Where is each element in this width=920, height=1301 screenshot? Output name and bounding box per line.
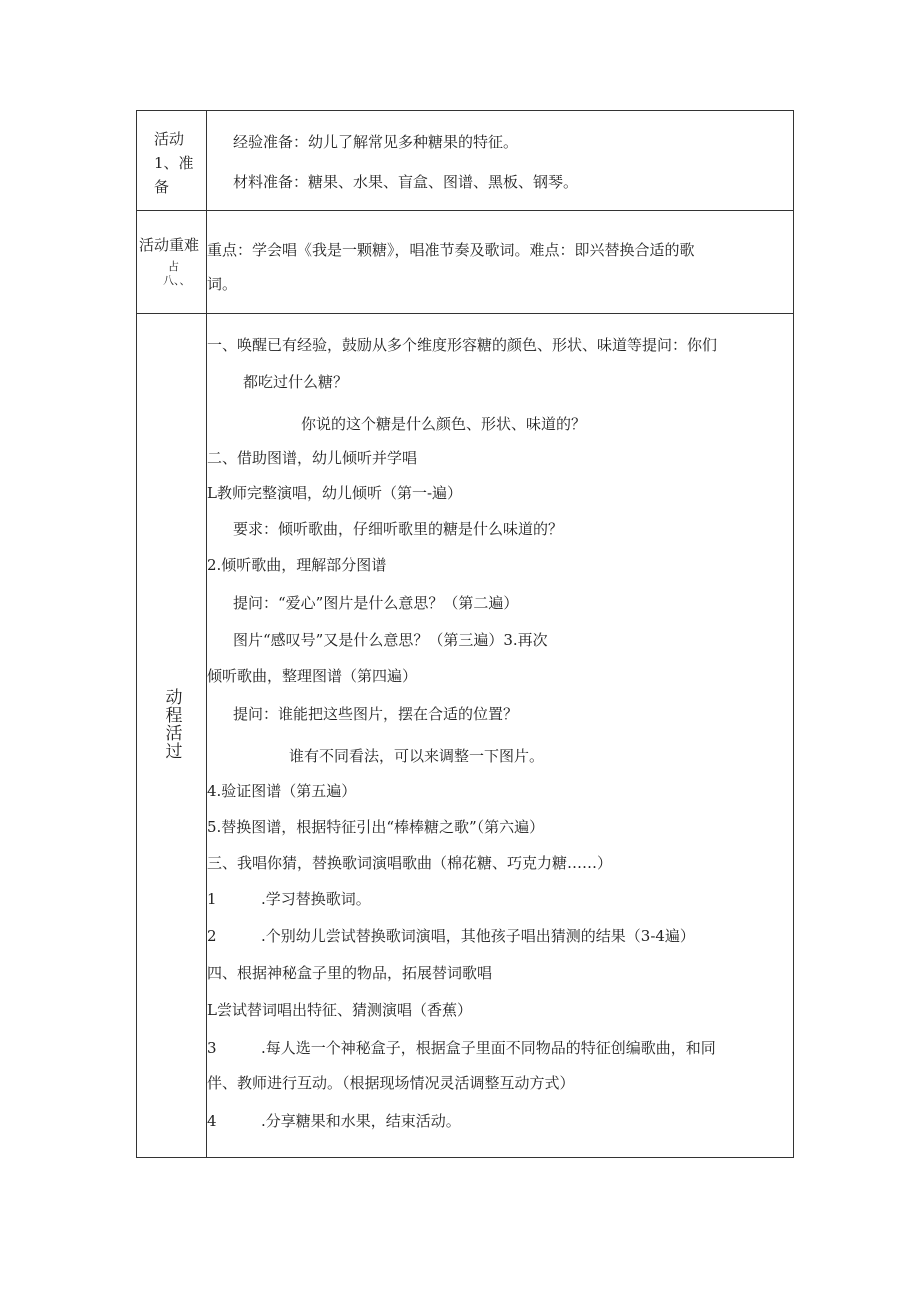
label-char: 动 — [165, 688, 183, 708]
process-line: 提问：谁能把这些图片，摆在合适的位置？ — [233, 705, 519, 723]
process-line: L尝试替词唱出特征、猜测演唱（香蕉） — [207, 1001, 472, 1019]
process-number: 3 — [207, 1039, 217, 1057]
experience-preparation: 经验准备：幼儿了解常见多种糖果的特征。 — [233, 133, 519, 151]
label-char: 过 — [165, 742, 183, 762]
row2-label-line3: 八、、 — [163, 274, 191, 287]
process-number: 1 — [207, 890, 217, 908]
process-line: 提问：“爱心”图片是什么意思？（第二遍） — [233, 594, 519, 612]
process-line: 四、根据神秘盒子里的物品，拓展替词歌唱 — [207, 964, 493, 982]
material-preparation: 材料准备：糖果、水果、盲盒、图谱、黑板、钢琴。 — [233, 173, 579, 191]
row1-label-line2: 1、准 — [154, 154, 194, 172]
row1-label-line3: 备 — [154, 178, 170, 196]
process-number: 2 — [207, 927, 217, 945]
process-line: .学习替换歌词。 — [261, 890, 371, 908]
process-line: 图片“感叹号”又是什么意思？（第三遍）3.再次 — [233, 631, 548, 649]
process-number: 4 — [207, 1112, 217, 1130]
process-line: 倾听歌曲，整理图谱（第四遍） — [207, 667, 418, 685]
process-line: 三、我唱你猜，替换歌词演唱歌曲（棉花糖、巧克力糖……） — [207, 854, 613, 872]
process-line: 5.替换图谱，根据特征引出“棒棒糖之歌”（第六遍） — [207, 818, 545, 836]
row2-label-line2: 占 — [168, 260, 179, 273]
key-points-text: 重点：学会唱《我是一颗糖》，唱准节奏及歌词。难点：即兴替换合适的歌 — [207, 241, 695, 259]
process-line: .个别幼儿尝试替换歌词演唱，其他孩子唱出猜测的结果（3-4遍） — [261, 927, 695, 945]
label-char: 程 — [165, 706, 183, 726]
process-line: 一、唤醒已有经验，鼓励从多个维度形容糖的颜色、形状、味道等提问：你们 — [207, 336, 718, 354]
activity-process-label — [165, 689, 183, 761]
row-divider — [137, 210, 793, 211]
process-line: 2.倾听歌曲，理解部分图谱 — [207, 556, 387, 574]
process-line: L教师完整演唱，幼儿倾听（第一-遍） — [207, 484, 463, 502]
lesson-plan-table — [136, 110, 794, 1158]
process-line: .每人选一个神秘盒子，根据盒子里面不同物品的特征创编歌曲，和同 — [261, 1039, 716, 1057]
process-line: 4.验证图谱（第五遍） — [207, 782, 357, 800]
process-line: 二、借助图谱，幼儿倾听并学唱 — [207, 449, 418, 467]
row1-label-line1: 活动 — [154, 130, 185, 148]
process-line: 伴、教师进行互动。（根据现场情况灵活调整互动方式） — [207, 1074, 575, 1092]
process-line: 你说的这个糖是什么颜色、形状、味道的？ — [301, 415, 587, 433]
row-divider — [137, 313, 793, 314]
process-line: .分享糖果和水果，结束活动。 — [261, 1112, 461, 1130]
label-char: 活 — [165, 724, 183, 744]
process-line: 谁有不同看法，可以来调整一下图片。 — [289, 747, 545, 765]
row2-label-line1: 活动重难 — [139, 236, 200, 254]
process-line: 要求：倾听歌曲，仔细听歌里的糖是什么味道的？ — [233, 520, 564, 538]
process-line: 都吃过什么糖？ — [243, 373, 349, 391]
key-points-text-cont: 词。 — [207, 275, 238, 293]
